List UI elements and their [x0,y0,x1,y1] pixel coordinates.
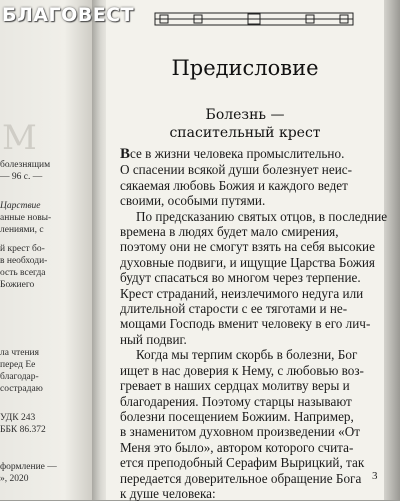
text-line: своими, особыми путями. [120,193,266,209]
text-line: поэтому они не смогут взять на себя высокие [120,239,375,255]
previous-page-line: — 96 с. — [0,172,43,182]
previous-page-line: в необходи- [0,256,48,266]
paragraph-1 [120,162,376,208]
drop-cap: В [120,146,131,162]
text-line: ищет в нас доверия к Нему, с любовью воз- [120,362,364,378]
text-line: О спасении всякой души болезнует неис- [120,162,353,178]
text-line: благодарения. Поэтому старцы называют [120,393,352,409]
previous-page-line: ББК 86.372 [0,425,46,435]
previous-page-line: ла чтения [0,348,40,358]
text-line: По предсказанию святых отцов, в последние [136,208,388,224]
previous-page-line: Божиего [0,280,35,290]
page-number: 3 [372,470,378,482]
previous-page-line: УДК 243 [0,413,36,423]
text-line: ный подвиг. [120,331,187,347]
previous-page [0,0,92,500]
text-line: передается доверительное обращение Бога [120,470,362,486]
section-title-line-2: спасительный крест [169,125,321,141]
paragraph-2 [120,208,388,348]
previous-page-line: ость всегда [0,268,46,278]
paragraph-3 [120,347,376,501]
text-line: Меня это было», автором которого счита- [120,439,354,455]
text-line: мощами Господь вменит человеку в его лич- [120,316,371,332]
text-line: Крест страданий, неизлечимого недуга или [120,285,364,301]
text-line: гревает в наших сердцах молитву веры и [120,378,350,394]
previous-page-line: болезнящим [0,160,51,170]
text-line: сякаемая любовь Божия и каждого ведет [120,177,348,193]
text-line: длительной старости с ее тяготами и не- [120,301,348,317]
header-ornament [154,10,354,28]
text-line: к душе человека: [120,485,216,501]
text-line: будут спасаться во многом через терпение. [120,270,361,286]
text-line: Когда мы терпим скорбь в болезни, Бог [136,347,358,363]
text-line: в знаменитом духовном произведении «От [120,424,361,440]
text-line: духовные подвиги, и ищущие Царства Божия [120,254,375,270]
previous-page-line: формление — [0,462,57,472]
watermark: БЛАГОВЕСТ [2,4,135,26]
previous-page-line: лениями, с [0,225,44,235]
previous-page-line: благодар- [0,372,39,382]
decorative-letter: М [2,118,37,158]
section-title [106,106,384,142]
body-text [120,146,388,501]
previous-page-line: анные новы- [0,213,52,223]
previous-page-line: й крест бо- [0,244,45,254]
section-title-line-1: Болезнь — [205,107,285,123]
previous-page-line: Царствие [0,201,41,211]
previous-page-line: сострадаю [0,384,43,394]
text-line: времена в людях будет мало смирения, [120,224,339,240]
previous-page-line: перед Ее [0,360,36,370]
chapter-title: Предисловие [171,56,319,80]
paragraph-1-first-line: Все в жизни человека промыслительно. [120,146,345,162]
page-edge [384,0,400,500]
text-line: ется преподобный Серафим Вырицкий, так [120,455,365,471]
previous-page-line: », 2020 [0,474,29,484]
text-line: болезни посещением Божиим. Например, [120,408,354,424]
